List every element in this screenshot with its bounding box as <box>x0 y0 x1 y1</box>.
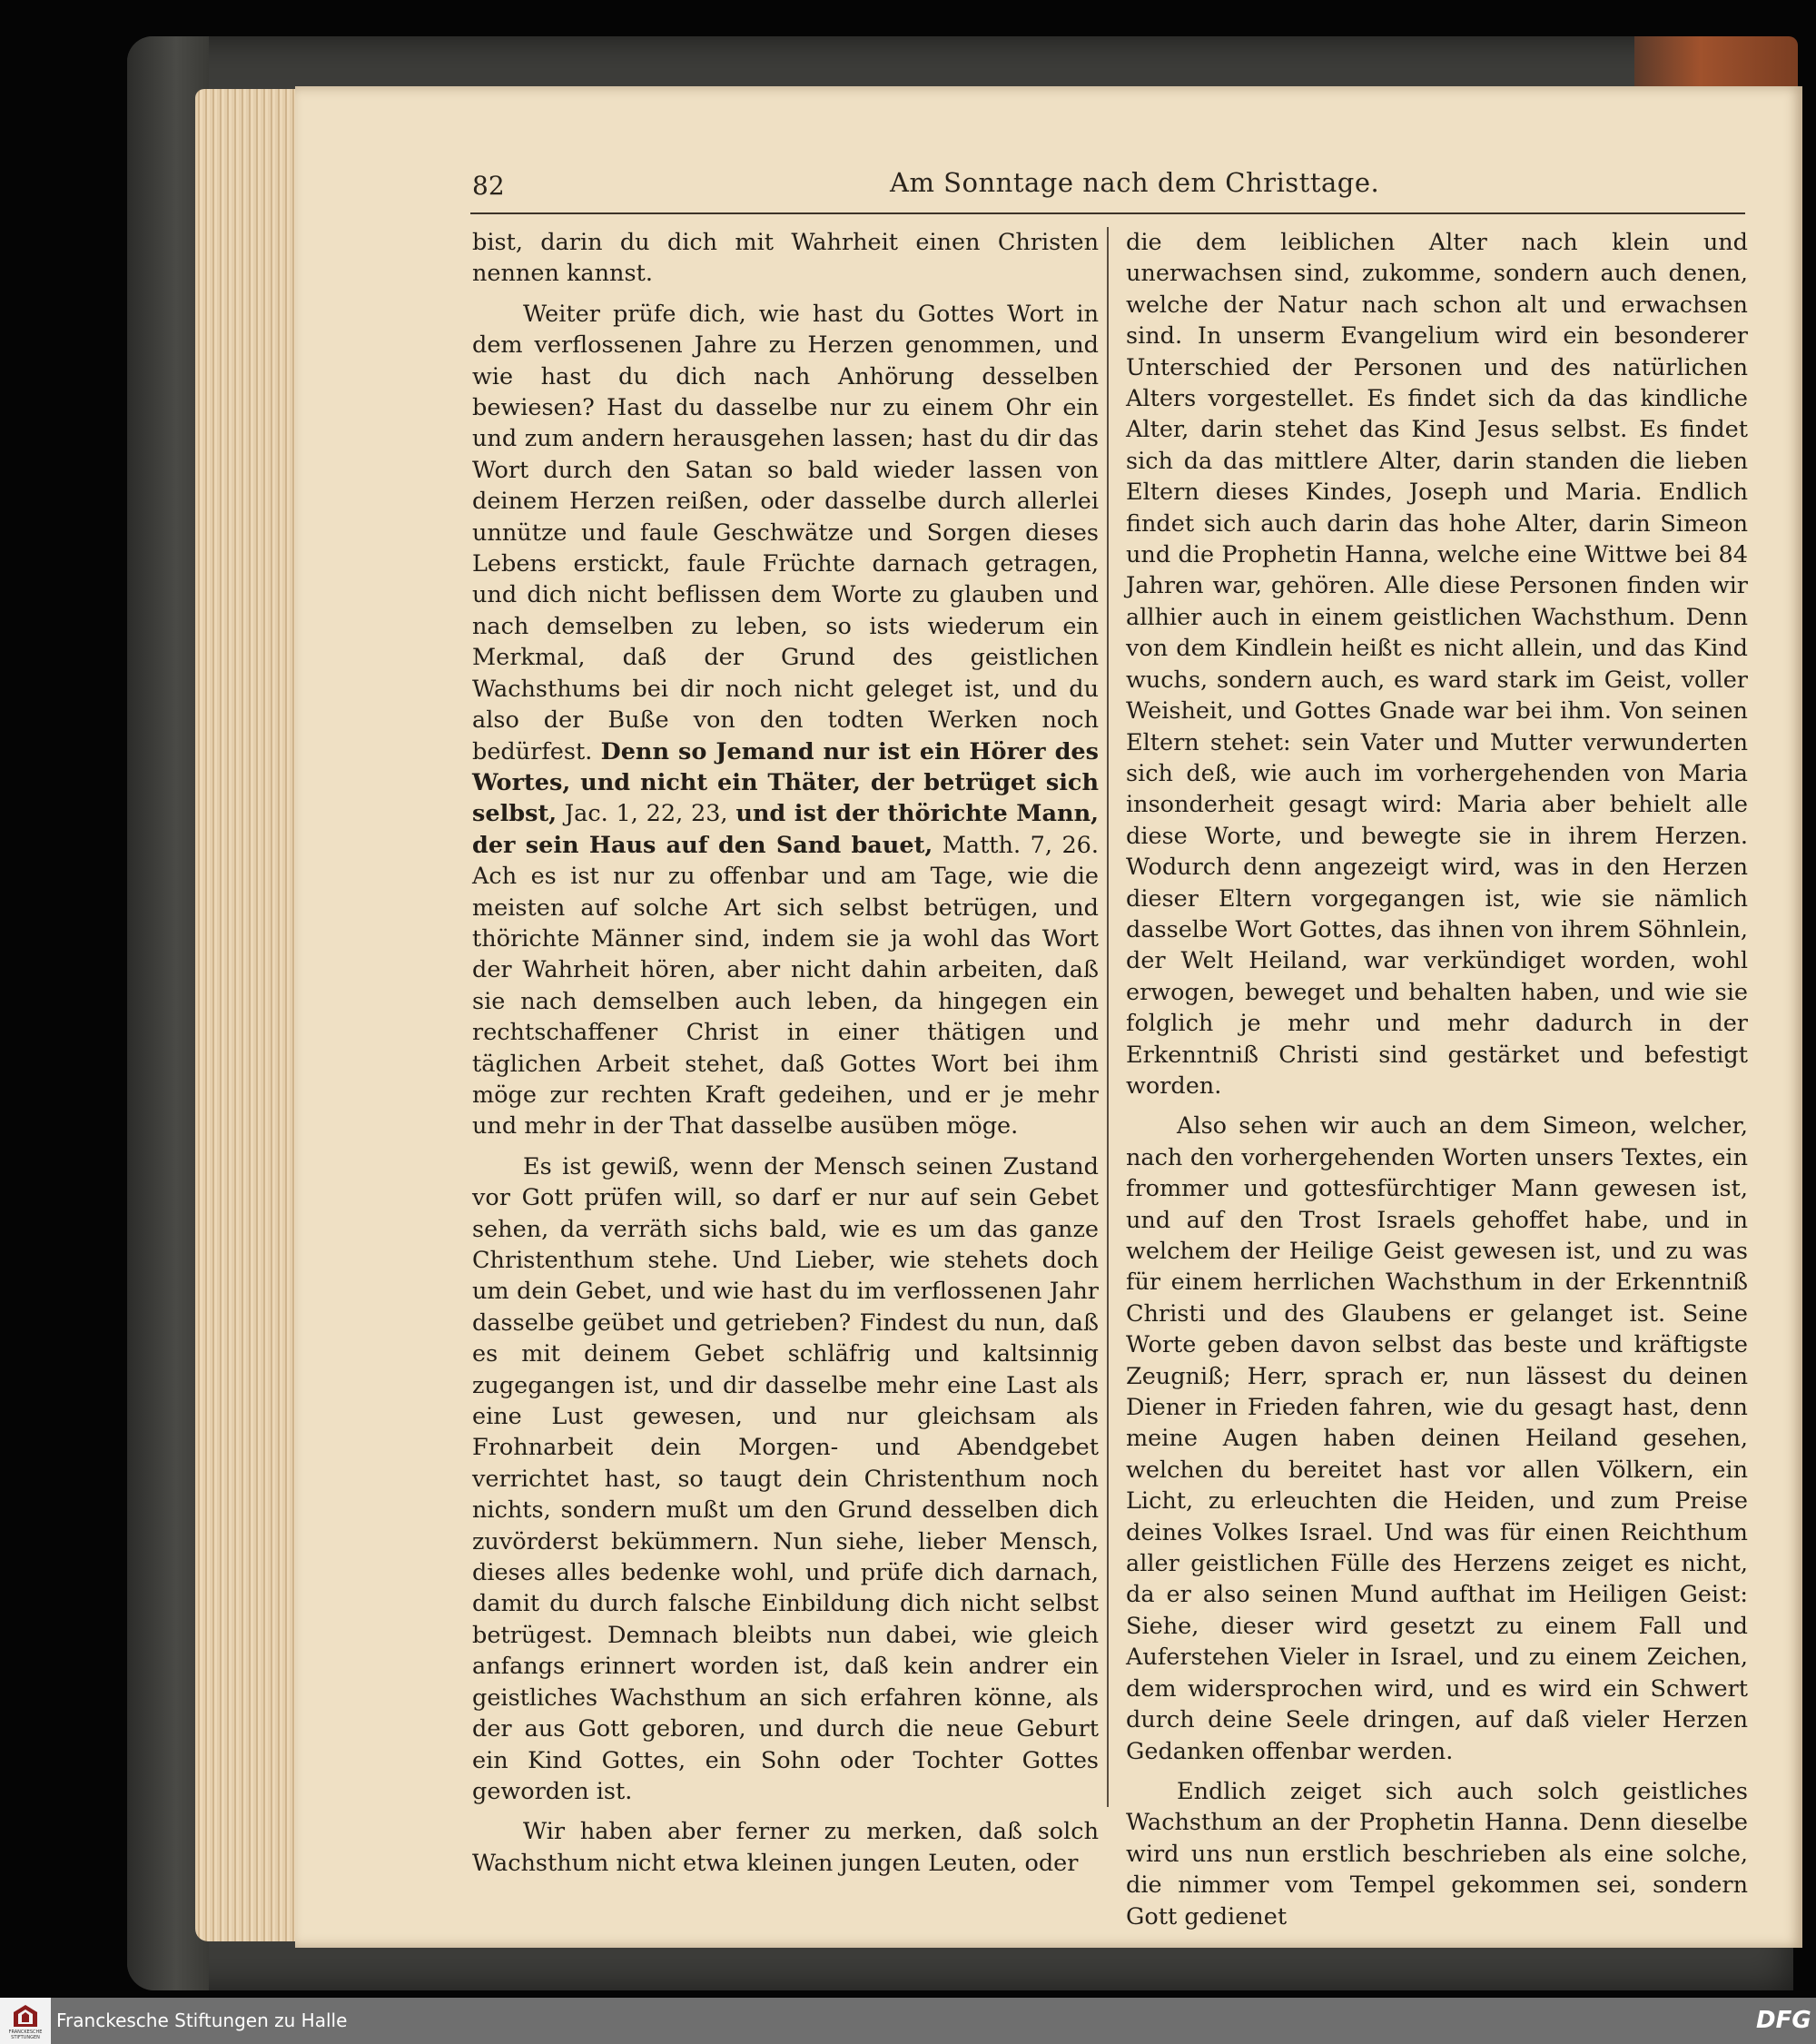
funder-logo[interactable]: DFG <box>1756 2007 1811 2034</box>
emblem-icon <box>13 2004 38 2028</box>
citation: Jac. 1, 22, 23, <box>564 800 728 828</box>
paragraph-text: Matth. 7, 26. Ach es ist nur zu offenbar und am Tage, wie die meisten auf solche Art sich selbst betrügen, und thörichte Männer sind, indem sie ja wohl das Wort der Wahrheit hören, aber nicht dahin arbeiten, daß sie nach demselben auch leben, da hingegen ein rechtschaffener Christ in einer thätigen und täglichen Arbeit stehet, daß Gottes Wort bei ihm möge zur rechten Kraft gedeihen, und er je mehr und mehr in der That dasselbe ausüben möge. <box>472 831 1099 1140</box>
paragraph-text: Wir haben aber ferner zu merken, daß solch Wachsthum nicht etwa kleinen jungen Leuten, oder <box>472 1818 1099 1877</box>
paragraph-text: Weiter prüfe dich, wie hast du Gottes Wort in dem verflossenen Jahre zu Herzen genommen, und wie hast du dich nach Anhörung desselben bewiesen? Hast du dasselbe nur zu einem Ohr ein und zum andern herausgehen lassen; hast du dir das Wort durch den Satan so bald wieder lassen von deinem Herzen reißen, oder dasselbe durch allerlei unnütze und faule Geschwätze und Sorgen dieses Lebens erstickt, faule Früchte darnach getragen, und dich nicht beflissen dem Worte zu glauben und nach demselben zu leben, so ists wiederum ein Merkmal, daß der Grund des geistlichen Wachsthums bei dir noch nicht geleget ist, und du also der Buße von den todten Werken noch bedürfest. <box>472 300 1099 765</box>
paragraph <box>472 299 1099 1142</box>
paragraph-text: Also sehen wir auch an dem Simeon, welcher, nach den vorhergehenden Worten unsers Textes, ein frommer und gottesfürchtiger Mann gewesen ist, und auf den Trost Israels gehoffet habe, und in welchem der Heilige Geist gewesen ist, und zu was für einem herrlichen Wachsthum in der Erkenntniß Christi und des Glaubens er gelanget ist. Seine Worte geben davon selbst das beste und kräftigste Zeugniß; Herr, sprach er, nun lässest du deinen Diener in Frieden fahren, wie du gesagt hast, denn meine Augen haben deinen Heiland gesehen, welchen du bereitet hast vor allen Völkern, ein Licht, zu erleuchten die Heiden, und zum Preise deines Volkes Israel. Und was für einen Reichthum aller geistlichen Fülle des Herzens zeiget es nicht, da er also seinen Mund aufthat im Heiligen Geist: Siehe, dieser wird gesetzt zu einem Fall und Auferstehen Vieler in Israel, und zu einem Zeichen, dem widersprochen wird, und es wird ein Schwert durch deine Seele dringen, auf daß vieler Herzen Gedanken offenbar werden. <box>1126 1112 1748 1765</box>
header-rule <box>470 212 1745 214</box>
paragraph <box>1126 1111 1748 1767</box>
running-title: Am Sonntage nach dem Christtage. <box>890 167 1380 198</box>
page-number: 82 <box>472 171 505 201</box>
logo-caption: FRANCKESCHE STIFTUNGEN <box>8 2029 43 2040</box>
paragraph-text: die dem leiblichen Alter nach klein und unerwachsen sind, zukomme, sondern auch denen, welche der Natur nach schon alt und erwachsen sind. In unserm Evangelium wird ein besonderer Unterschied der Personen und des natürlichen Alters vorgestellet. Es findet sich da das kindliche Alter, darin stehet das Kind Jesus selbst. Es findet sich da das mittlere Alter, darin standen die lieben Eltern dieses Kindes, Joseph und Maria. Endlich findet sich auch darin das hohe Alter, darin Simeon und die Prophetin Hanna, welche eine Wittwe bei 84 Jahren war, gehören. Alle diese Personen finden wir allhier auch in einem geistlichen Wachsthum. Denn von dem Kindlein heißt es nicht allein, und das Kind wuchs, sondern auch, es ward stark im Geist, voller Weisheit, und Gottes Gnade war bei ihm. Von seinen Eltern stehet: sein Vater und Mutter verwunderten sich deß, wie auch im vorhergehenden von Maria insonderheit gesagt wird: Maria aber behielt alle diese Worte, und bewegte sie in ihrem Herzen. Wodurch denn angezeigt wird, was in den Herzen dieser Eltern vorgegangen ist, wie sie nämlich dasselbe Wort Gottes, das ihnen von ihrem Söhnlein, der Welt Heiland, war verkündiget worden, wohl erwogen, beweget und behalten haben, und wie sie folglich je mehr und mehr dadurch in der Erkenntniß Christi sind gestärket und befestigt worden. <box>1126 229 1748 1100</box>
paragraph <box>472 1816 1099 1879</box>
bold-quote: Denn so Jemand nur ist ein Hörer des Wortes, und nicht ein Thäter, der betrüget sich selbst, <box>472 737 1100 828</box>
paragraph <box>472 227 1099 290</box>
column-divider <box>1107 227 1109 1807</box>
page-header <box>472 163 1743 211</box>
bold-quote: und ist der thörichte Mann, der sein Haus auf den Sand bauet, <box>472 800 1099 859</box>
paragraph-text: Endlich zeiget sich auch solch geistliches Wachsthum an der Prophetin Hanna. Denn dieselbe wird uns nun erstlich beschrieben als eine solche, die nimmer vom Tempel gekommen sei, sondern Gott gedienet <box>1126 1777 1748 1930</box>
paragraph-text: bist, darin du dich mit Wahrheit einen Christen nennen kannst. <box>472 229 1099 288</box>
paragraph <box>1126 227 1748 1101</box>
institution-name[interactable]: Franckesche Stiftungen zu Halle <box>56 2009 348 2031</box>
paragraph <box>1126 1776 1748 1932</box>
paragraph-text: Es ist gewiß, wenn der Mensch seinen Zustand vor Gott prüfen will, so darf er nur auf sein Gebet sehen, da verräth sichs bald, wie es um das ganze Christenthum stehe. Und Lieber, wie stehets doch um dein Gebet, und wie hast du im verflossenen Jahr dasselbe geübet und getrieben? Findest du nun, daß es mit deinem Gebet schläfrig und kaltsinnig zugegangen ist, und dir dasselbe mehr eine Last als eine Lust gewesen, und nur gleichsam als Frohnarbeit dein Morgen- und Abendgebet verrichtet hast, so taugt dein Christenthum noch nichts, sondern mußt um den Grund desselben dich zuvörderst bekümmern. Nun siehe, lieber Mensch, dieses alles bedenke wohl, und prüfe dich darnach, damit du durch falsche Einbildung dich nicht selbst betrügest. Demnach bleibts nun dabei, wie gleich anfangs erinnert worden ist, daß kein andrer ein geistliches Wachsthum an sich erfahren könne, als der aus Gott geboren, und durch die neue Geburt ein Kind Gottes, ein Sohn oder Tochter Gottes geworden ist. <box>472 1152 1099 1805</box>
paragraph <box>472 1151 1099 1808</box>
right-column <box>1126 227 1748 1932</box>
left-column <box>472 227 1099 1879</box>
